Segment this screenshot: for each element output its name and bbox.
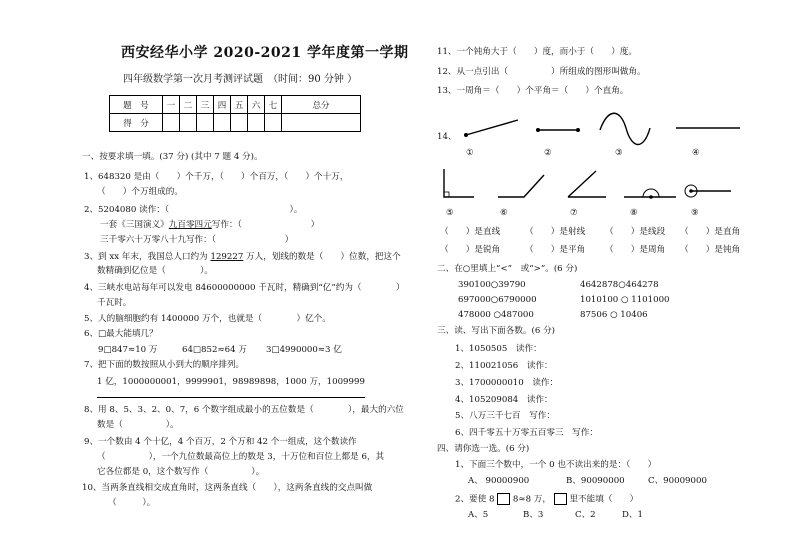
choice-option: C、2 (575, 510, 596, 520)
question-4-line-2: 千瓦时。 (97, 298, 132, 308)
text: 写作：（ ） (211, 220, 320, 230)
score-cell[interactable] (231, 114, 248, 132)
text: 8≈8 万， (512, 494, 551, 505)
read-write-item: 2、110021056 读作： (455, 361, 553, 371)
section-4-heading: 四、请你选一选。(6 分) (437, 444, 530, 454)
score-table-header-row (110, 96, 361, 114)
answer-blank: （ ）是直角 (680, 227, 741, 237)
question-6-item-b: 64□852≈64 万 (182, 345, 247, 355)
score-cell[interactable] (282, 114, 361, 132)
compare-item: 4642878○464278 (580, 280, 659, 290)
score-table (109, 95, 361, 132)
question-2-line-2 (100, 220, 319, 231)
question-12: 12、从一点引出（ ）所组成的图形叫做角。 (437, 67, 646, 77)
compare-item: 1010100 ○ 1101000 (580, 295, 670, 305)
exam-subtitle: 四年级数学第一次月考测评试题 （时间：90 分钟 ） (123, 74, 358, 85)
score-header-cell: 六 (248, 96, 265, 114)
figure-label: ⑨ (691, 208, 699, 218)
question-7: 7、把下面的数按照从小到大的顺序排列。 (84, 360, 245, 370)
figure-label: ⑧ (630, 208, 638, 218)
text: 里不能填（ ） (569, 494, 639, 505)
question-5: 5、人的脑细胞约有 1400000 万个，也就是（ ）亿个。 (84, 314, 331, 324)
answer-blank: （ ）是锐角 (440, 245, 501, 255)
score-cell[interactable] (163, 114, 180, 132)
choice-option: B、90090000 (566, 476, 625, 486)
figure-label: ⑦ (570, 208, 578, 218)
score-header-cell: 总分 (282, 96, 361, 114)
answer-blank: （ ）是周角 (605, 245, 666, 255)
blank-box[interactable] (554, 493, 567, 505)
compare-item: 87506 ○ 10406 (580, 310, 648, 320)
answer-blank: （ ）是线段 (605, 227, 666, 237)
figure-label: ③ (615, 148, 623, 158)
score-header-cell: 二 (180, 96, 197, 114)
figure-label: ② (544, 148, 552, 158)
text: 2、要使 8 (455, 494, 495, 505)
answer-blank: （ ）是射线 (525, 227, 586, 237)
question-13: 13、一周角＝（ ）个平角＝（ ）个直角。 (437, 86, 629, 96)
read-write-item: 5、八万三千七百 写作： (455, 411, 555, 421)
score-header-cell: 一 (163, 96, 180, 114)
figure-label: ① (466, 148, 474, 158)
question-9-line-2: （ ），一个九位数最高位上的数是 3，十万位和百位上都是 6，其 (97, 452, 385, 462)
score-cell[interactable] (248, 114, 265, 132)
question-3-line-1 (84, 252, 401, 263)
question-14: 14、 (437, 132, 457, 142)
read-write-item: 4、105209084 读作： (455, 395, 553, 405)
figure-label: ⑥ (500, 208, 508, 218)
compare-item: 478000 ○487000 (458, 310, 534, 320)
question-8-line-1: 8、用 8、5、3、2、0、7，6 个数字组成最小的五位数是（ ），最大的六位 (84, 405, 404, 415)
question-6: 6、□最大能填几？ (84, 329, 158, 339)
question-10-line-2: （ ）。 (108, 498, 156, 508)
choice-option: D、1 (622, 510, 643, 520)
figure-label: ⑤ (446, 208, 454, 218)
question-6-item-a: 9□847≈10 万 (98, 345, 158, 355)
text: 3、到 xx 年末，我国总人口约为 (84, 252, 211, 262)
question-3-line-2: 数精确到亿位是（ ）。 (97, 266, 214, 276)
section-3-heading: 三、读、写出下面各数。(6 分) (437, 326, 556, 336)
figure-label: ④ (692, 148, 700, 158)
underlined-text: 129227 (210, 252, 244, 262)
compare-item: 390100○39790 (458, 280, 526, 290)
exam-title: 西安经华小学 2020-2021 学年度第一学期 (121, 45, 409, 61)
figures-row-2 (436, 165, 736, 205)
question-2-line-1: 2、5204080 读作：（ ）。 (84, 205, 303, 215)
question-4-line-1: 4、三峡水电站每年可以发电 84600000000 千瓦时，精确到“亿”约为（ ） (84, 283, 405, 293)
answer-blank: （ ）是直线 (440, 227, 501, 237)
choice-question-2 (455, 493, 638, 506)
score-header-cell: 七 (265, 96, 282, 114)
blank-box[interactable] (497, 493, 510, 505)
line-segment-figure (464, 120, 518, 137)
question-1-line-1: 1、648320 是由（ ）个千万，（ ）个百万，（ ）个十万， (84, 172, 349, 182)
score-cell[interactable] (180, 114, 197, 132)
segment-figure (536, 128, 580, 132)
question-6-item-c: 3□4990000≈3 亿 (266, 345, 342, 355)
score-cell[interactable] (214, 114, 231, 132)
question-1-line-2: （ ）个万组成的。 (97, 187, 183, 197)
section-2-heading: 二、在○里填上“<” 或“>”。(6 分) (437, 264, 578, 274)
choice-option: A、5 (468, 510, 489, 520)
obtuse-angle-figure (498, 175, 544, 197)
straight-angle-figure (624, 189, 676, 199)
question-9-line-3: 它各位都是 0，这个数写作（ ）。 (97, 467, 265, 477)
figures-row-1 (458, 110, 748, 162)
choice-option: C、90009000 (648, 476, 707, 486)
choice-option: B、3 (523, 510, 544, 520)
score-header-cell: 题 号 (110, 96, 163, 114)
question-7-numbers: 1 亿，1000000001，9999901，98989898，1000 万，1009999 (97, 377, 365, 387)
score-header-cell: 五 (231, 96, 248, 114)
question-11: 11、一个钝角大于（ ）度，而小于（ ）度。 (437, 47, 637, 57)
score-row-label: 得 分 (110, 114, 163, 132)
text: 万人，划线的数是（ ）位数，把这个 (243, 252, 401, 262)
text: 一套《三国演义》 (100, 220, 169, 230)
section-1-heading: 一、按要求填一填。(37 分) (其中 7 题 4 分)。 (82, 152, 263, 162)
choice-question-1: 1、下面三个数中，一个 0 也不读出来的是：（ ） (455, 460, 657, 470)
choice-option: A、 90000900 (468, 476, 530, 486)
question-8-line-2: 数是（ ）。 (97, 420, 179, 430)
right-angle-figure (444, 169, 474, 197)
underlined-text: 九百零四元 (168, 220, 212, 230)
score-cell[interactable] (197, 114, 214, 132)
score-table-score-row (110, 114, 361, 132)
answer-blank: （ ）是钝角 (680, 245, 741, 255)
full-angle-figure (685, 185, 731, 197)
read-write-item: 1、1050505 读作： (455, 344, 542, 354)
score-header-cell: 四 (214, 96, 231, 114)
question-2-line-3: 三千零六十万零八十九写作：（ ） (100, 235, 294, 245)
score-cell[interactable] (265, 114, 282, 132)
acute-angle-figure (568, 171, 606, 197)
wave-curve-figure (600, 113, 650, 144)
compare-item: 697000○6790000 (458, 295, 537, 305)
read-write-item: 3、1700000010 读作： (455, 378, 559, 388)
read-write-item: 6、四千零五十万零五百零三 写作： (455, 428, 598, 438)
question-10-line-1: 10、当两条直线相交成直角时，这两条直线（ ），这两条直线的交点叫做 (82, 483, 373, 493)
answer-blank: （ ）是平角 (525, 245, 586, 255)
score-header-cell: 三 (197, 96, 214, 114)
answer-line (97, 397, 365, 398)
question-9-line-1: 9、一个数由 4 个十亿，4 个百万，2 个万和 42 个一组成，这个数读作 (84, 437, 357, 447)
